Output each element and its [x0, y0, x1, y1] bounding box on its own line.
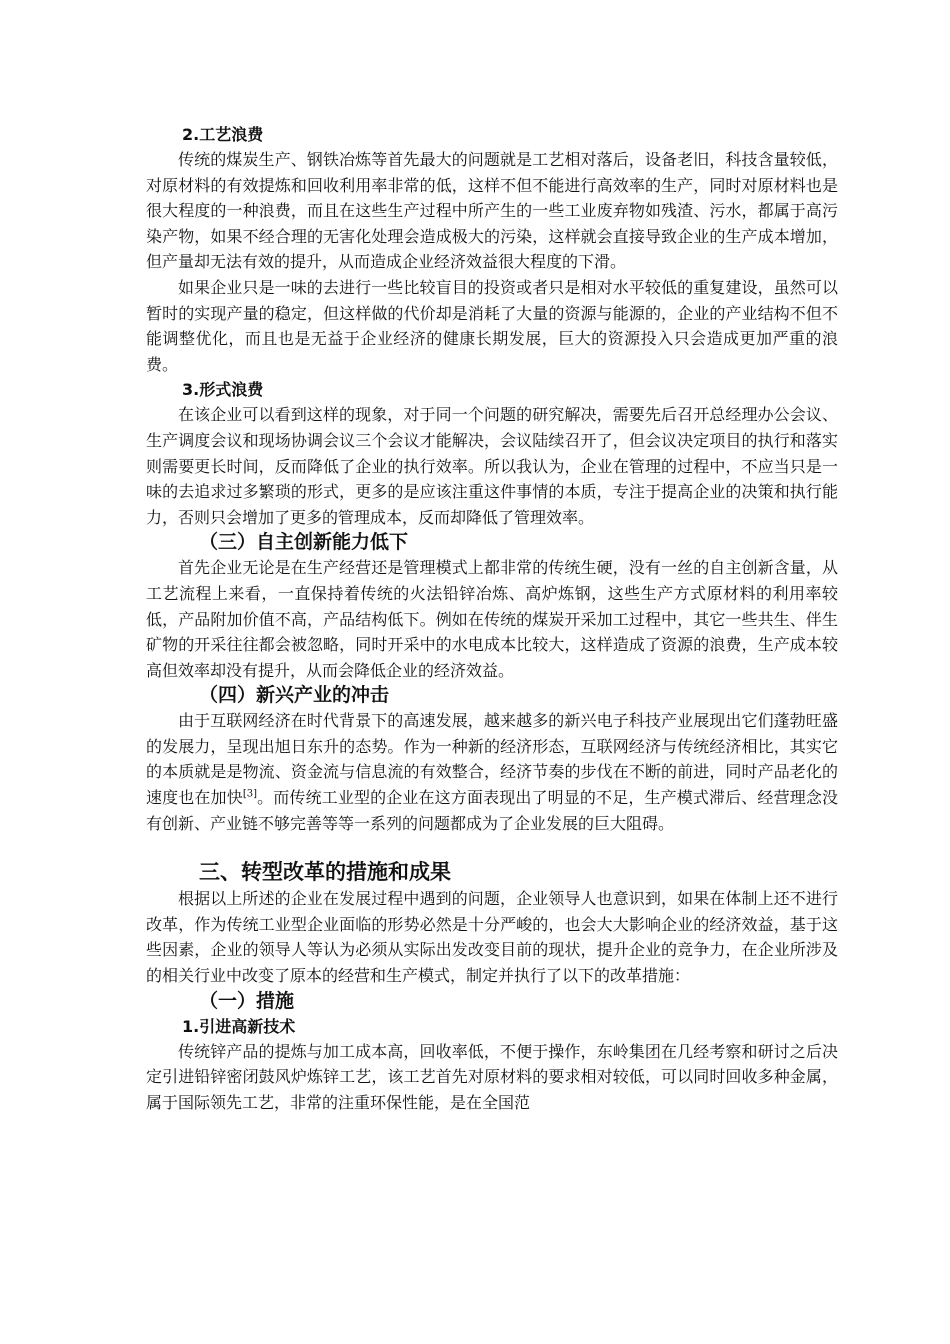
subsection-heading-new-tech: 1.引进高新技术 — [182, 1016, 296, 1036]
document-page — [146, 122, 838, 1115]
paragraph — [146, 708, 838, 836]
paragraph: 如果企业只是一味的去进行一些比较盲目的投资或者只是相对水平较低的重复建设，虽然可以暂时的实现产量的稳定，但这样做的代价却是消耗了大量的资源与能源的，企业的产业结构不但不能调整优化，而且也是无益于企业经济的健康长期发展，巨大的资源投入只会造成更加严重的浪费。 — [146, 277, 838, 374]
paragraph-text: 由于互联网经济在时代背景下的高速发展，越来越多的新兴电子科技产业展现出它们蓬勃旺盛的发展力，呈现出旭日东升的态势。作为一种新的经济形态，互联网经济与传统经济相比，其实它的本质就是是物流、资金流与信息流的有效整合，经济节奏的步伐在不断的前进，同时产品老化的速度也在加快 — [146, 711, 838, 808]
subsection-heading-formal-waste: 3.形式浪费 — [182, 380, 264, 400]
chapter-heading-reform: 三、转型改革的措施和成果 — [199, 860, 451, 885]
paragraph: 传统的煤炭生产、钢铁冶炼等首先最大的问题就是工艺相对落后，设备老旧，科技含量较低，对原材料的有效提炼和回收利用率非常的低，这样不但不能进行高效率的生产，同时对原材料也是很大程度的一种浪费，而且在这些生产过程中所产生的一些工业废弃物如残渣、污水，都属于高污染产物，如果不经合理的无害化处理会造成极大的污染，这样就会直接导致企业的生产成本增加，但产量却无法有效的提升，从而造成企业经济效益很大程度的下滑。 — [146, 150, 838, 272]
paragraph: 根据以上所述的企业在发展过程中遇到的问题，企业领导人也意识到，如果在体制上还不进行改革，作为传统工业型企业面临的形势必然是十分严峻的，也会大大影响企业的经济效益，基于这些因素，企业的领导人等认为必须从实际出发改变目前的现状，提升企业的竞争力，在企业所涉及的相关行业中改变了原本的经营和生产模式，制定并执行了以下的改革措施： — [146, 889, 838, 986]
paragraph: 传统锌产品的提炼与加工成本高，回收率低，不便于操作，东岭集团在几经考察和研讨之后决定引进铅锌密闭鼓风炉炼锌工艺，该工艺首先对原材料的要求相对较低，可以同时回收多种金属，属于国际领先工艺，非常的注重环保性能，是在全国范 — [146, 1041, 838, 1112]
subsection-heading-process-waste: 2.工艺浪费 — [182, 125, 264, 144]
citation-ref: [3] — [242, 788, 258, 800]
paragraph: 首先企业无论是在生产经营还是管理模式上都非常的传统生硬，没有一丝的自主创新含量，从工艺流程上来看，一直保持着传统的火法铅锌冶炼、高炉炼钢，这些生产方式原材料的利用率较低，产品附加价值不高，产品结构低下。例如在传统的煤炭开采加工过程中，其它一些共生、伴生矿物的开采往往都会被忽略，同时开采中的水电成本比较大，这样造成了资源的浪费，生产成本较高但效率却没有提升，从而会降低企业的经济效益。 — [146, 558, 838, 680]
paragraph-text: 。而传统工业型的企业在这方面表现出了明显的不足，生产模式滞后、经营理念没有创新、产业链不够完善等等一系列的问题都成为了企业发展的巨大阻碍。 — [146, 788, 838, 833]
paragraph: 在该企业可以看到这样的现象，对于同一个问题的研究解决，需要先后召开总经理办公会议、生产调度会议和现场协调会议三个会议才能解决，会议陆续召开了，但会议决定项目的执行和落实则需要更长时间，反而降低了企业的执行效率。所以我认为，企业在管理的过程中，不应当只是一味的去追求过多繁琐的形式，更多的是应该注重这件事情的本质，专注于提高企业的决策和执行能力，否则只会增加了更多的管理成本，反而却降低了管理效率。 — [146, 405, 838, 527]
section-heading-emerging-industries: （四）新兴产业的冲击 — [199, 684, 390, 707]
section-heading-measures: （一）措施 — [199, 989, 295, 1012]
section-heading-innovation: （三）自主创新能力低下 — [199, 531, 409, 554]
